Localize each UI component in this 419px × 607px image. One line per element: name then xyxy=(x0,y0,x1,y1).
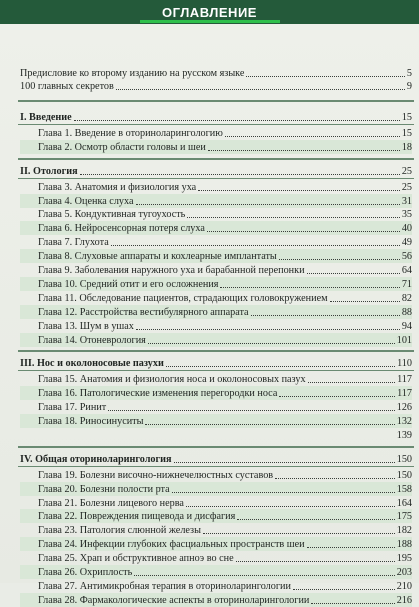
chapter-entry[interactable] xyxy=(38,386,412,400)
chapter-entry[interactable] xyxy=(38,414,412,428)
dot-leader xyxy=(148,343,395,344)
continuation-page-number: 139 xyxy=(396,429,412,441)
dot-leader xyxy=(311,603,394,604)
chapter-entry-page-number: 175 xyxy=(396,511,412,523)
chapter-entry-page-number: 203 xyxy=(396,567,412,578)
dot-leader xyxy=(207,231,400,232)
chapter-entry-label: Глава 1. Введение в оториноларингологию xyxy=(38,127,223,139)
section-rule xyxy=(18,124,414,125)
preface-entry-label: 100 главных секретов xyxy=(20,80,114,92)
chapter-entry[interactable] xyxy=(38,551,412,565)
chapter-entry[interactable] xyxy=(38,207,412,221)
chapter-entry-label: Глава 16. Патологические изменения перегородки носа xyxy=(38,388,278,400)
section-divider xyxy=(18,446,414,448)
page-title: ОГЛАВЛЕНИЕ xyxy=(162,4,257,20)
section-heading-page-number: 110 xyxy=(397,358,412,370)
dot-leader xyxy=(236,561,395,562)
chapter-entry-page-number: 82 xyxy=(401,292,412,304)
chapter-entry[interactable] xyxy=(38,468,412,482)
chapter-entry-label: Глава 7. Глухота xyxy=(38,237,109,249)
chapter-entry-page-number: 64 xyxy=(401,265,412,276)
dot-leader xyxy=(136,329,400,330)
chapter-entry[interactable] xyxy=(38,482,412,496)
chapter-entry-page-number: 31 xyxy=(401,195,412,207)
chapter-entry-page-number: 15 xyxy=(401,127,412,139)
dot-leader xyxy=(308,382,396,383)
chapter-entry-label: Глава 19. Болезни височно-нижнечелюстных суставов xyxy=(38,469,274,481)
title-underline xyxy=(140,20,280,23)
dot-leader xyxy=(220,287,399,288)
chapter-entry-label: Глава 20. Болезни полости рта xyxy=(38,483,170,495)
chapter-entry[interactable] xyxy=(38,126,412,140)
dot-leader xyxy=(330,301,400,302)
dot-leader xyxy=(293,589,395,590)
dot-leader xyxy=(136,204,400,205)
chapter-entry-page-number: 182 xyxy=(396,525,412,537)
chapter-entry-label: Глава 22. Повреждения пищевода и дисфагия xyxy=(38,511,236,523)
chapter-entry-page-number: 56 xyxy=(401,251,412,263)
section-heading[interactable] xyxy=(20,164,412,178)
section-heading-label: III. Нос и околоносовые пазухи xyxy=(20,358,164,370)
dot-leader xyxy=(198,190,400,191)
dot-leader xyxy=(116,89,405,90)
chapter-entry-page-number: 210 xyxy=(396,580,412,592)
chapter-entry-label: Глава 10. Средний отит и его осложнения xyxy=(38,278,219,290)
chapter-entry-label: Глава 14. Отоневрология xyxy=(38,334,146,346)
chapter-entry-label: Глава 13. Шум в ушах xyxy=(38,320,134,332)
chapter-entry[interactable] xyxy=(38,180,412,194)
chapter-entry[interactable] xyxy=(38,291,412,305)
chapter-entry[interactable] xyxy=(38,565,412,579)
chapter-entry[interactable] xyxy=(38,140,412,154)
dot-leader xyxy=(145,424,394,425)
section-heading[interactable] xyxy=(20,356,412,370)
dot-leader xyxy=(203,533,395,534)
chapter-entry-page-number: 117 xyxy=(397,388,412,400)
chapter-entry[interactable] xyxy=(38,372,412,386)
chapter-entry-label: Глава 18. Риносинуситы xyxy=(38,416,144,427)
section-heading-page-number: 15 xyxy=(401,112,412,123)
chapter-entry-label: Глава 8. Слуховые аппараты и кохлеарные имплантаты xyxy=(38,251,277,263)
section-rule xyxy=(18,178,414,179)
preface-entry-page-number: 9 xyxy=(406,80,412,92)
dot-leader xyxy=(74,120,400,121)
chapter-entry-label: Глава 26. Охриплость xyxy=(38,567,133,578)
section-heading-page-number: 25 xyxy=(401,165,412,177)
chapter-entry[interactable] xyxy=(38,537,412,551)
chapter-entry-page-number: 195 xyxy=(396,553,412,565)
chapter-entry[interactable] xyxy=(38,523,412,537)
dot-leader xyxy=(111,245,400,246)
chapter-entry-label: Глава 25. Храп и обструктивное апноэ во сне xyxy=(38,553,234,565)
chapter-entry[interactable] xyxy=(38,509,412,523)
section-divider xyxy=(18,100,414,102)
chapter-entry-label: Глава 9. Заболевания наружного уха и барабанной перепонки xyxy=(38,265,305,276)
chapter-entry-page-number: 94 xyxy=(401,320,412,332)
chapter-entry[interactable] xyxy=(38,221,412,235)
chapter-entry-page-number: 25 xyxy=(401,181,412,193)
chapter-entry-page-number: 88 xyxy=(401,306,412,318)
section-heading-label: I. Введение xyxy=(20,112,72,123)
chapter-entry-page-number: 49 xyxy=(401,237,412,249)
section-heading-label: IV. Общая оториноларингология xyxy=(20,453,172,465)
dot-leader xyxy=(186,506,395,507)
chapter-entry-label: Глава 3. Анатомия и физиология уха xyxy=(38,181,197,193)
chapter-entry-page-number: 101 xyxy=(396,334,412,346)
dot-leader xyxy=(251,315,400,316)
preface-entry-label: Предисловие ко второму изданию на русском языке xyxy=(20,68,245,79)
chapter-entry-page-number: 164 xyxy=(396,497,412,509)
chapter-entry-label: Глава 4. Оценка слуха xyxy=(38,195,134,207)
dot-leader xyxy=(279,259,400,260)
chapter-entry-page-number: 117 xyxy=(397,374,412,386)
chapter-entry-label: Глава 15. Анатомия и физиология носа и околоносовых пазух xyxy=(38,374,306,386)
dot-leader xyxy=(246,76,405,77)
section-divider xyxy=(18,158,414,160)
chapter-entry-page-number: 40 xyxy=(401,223,412,235)
dot-leader xyxy=(279,396,395,397)
dot-leader xyxy=(80,174,400,175)
section-heading[interactable] xyxy=(20,452,412,466)
chapter-entry-page-number: 188 xyxy=(396,539,412,551)
chapter-entry-label: Глава 6. Нейросенсорная потеря слуха xyxy=(38,223,205,235)
chapter-entry-page-number: 18 xyxy=(401,141,412,153)
chapter-entry[interactable] xyxy=(38,194,412,208)
dot-leader xyxy=(108,410,394,411)
chapter-entry[interactable] xyxy=(38,277,412,291)
chapter-entry[interactable] xyxy=(38,305,412,319)
preface-entry[interactable] xyxy=(20,79,412,93)
chapter-entry[interactable] xyxy=(38,593,412,607)
chapter-entry-page-number: 132 xyxy=(396,416,412,427)
section-heading[interactable] xyxy=(20,110,412,124)
chapter-entry-label: Глава 12. Расстройства вестибулярного аппарата xyxy=(38,306,249,318)
dot-leader xyxy=(134,575,394,576)
chapter-entry[interactable] xyxy=(38,263,412,277)
preface-entry-page-number: 5 xyxy=(406,68,412,79)
section-heading-label: II. Отология xyxy=(20,165,78,177)
chapter-entry[interactable] xyxy=(38,319,412,333)
dot-leader xyxy=(166,366,395,367)
chapter-entry-label: Глава 23. Патология слюнной железы xyxy=(38,525,201,537)
section-rule xyxy=(18,370,414,371)
dot-leader xyxy=(174,462,395,463)
section-rule xyxy=(18,466,414,467)
chapter-entry-page-number: 35 xyxy=(401,209,412,221)
chapter-entry[interactable] xyxy=(38,249,412,263)
page-header xyxy=(0,0,419,24)
dot-leader xyxy=(187,217,399,218)
dot-leader xyxy=(208,150,400,151)
chapter-entry[interactable] xyxy=(38,579,412,593)
chapter-entry-label: Глава 11. Обследование пациентов, страдающих головокружением xyxy=(38,292,328,304)
chapter-entry-page-number: 150 xyxy=(396,469,412,481)
chapter-entry-label: Глава 2. Осмотр области головы и шеи xyxy=(38,141,206,153)
chapter-entry-label: Глава 17. Ринит xyxy=(38,402,107,414)
chapter-entry[interactable] xyxy=(38,235,412,249)
chapter-entry[interactable] xyxy=(38,496,412,510)
dot-leader xyxy=(225,136,400,137)
dot-leader xyxy=(237,519,394,520)
section-divider xyxy=(18,350,414,352)
chapter-entry[interactable] xyxy=(38,333,412,347)
section-heading-page-number: 150 xyxy=(396,453,412,465)
chapter-entry-label: Глава 21. Болезни лицевого нерва xyxy=(38,497,184,509)
chapter-entry-page-number: 126 xyxy=(396,402,412,414)
chapter-entry-page-number: 216 xyxy=(396,594,412,606)
chapter-entry-label: Глава 24. Инфекции глубоких фасциальных пространств шеи xyxy=(38,539,305,551)
dot-leader xyxy=(307,273,400,274)
chapter-entry-page-number: 71 xyxy=(401,278,412,290)
chapter-entry[interactable] xyxy=(38,400,412,414)
dot-leader xyxy=(172,492,395,493)
chapter-entry-label: Глава 5. Кондуктивная тугоухость xyxy=(38,209,186,221)
dot-leader xyxy=(275,478,395,479)
dot-leader xyxy=(307,547,395,548)
chapter-entry-label: Глава 28. Фармакологические аспекты в оториноларингологии xyxy=(38,594,310,606)
chapter-entry-label: Глава 27. Антимикробная терапия в оториноларингологии xyxy=(38,580,291,592)
chapter-entry-page-number: 158 xyxy=(396,483,412,495)
